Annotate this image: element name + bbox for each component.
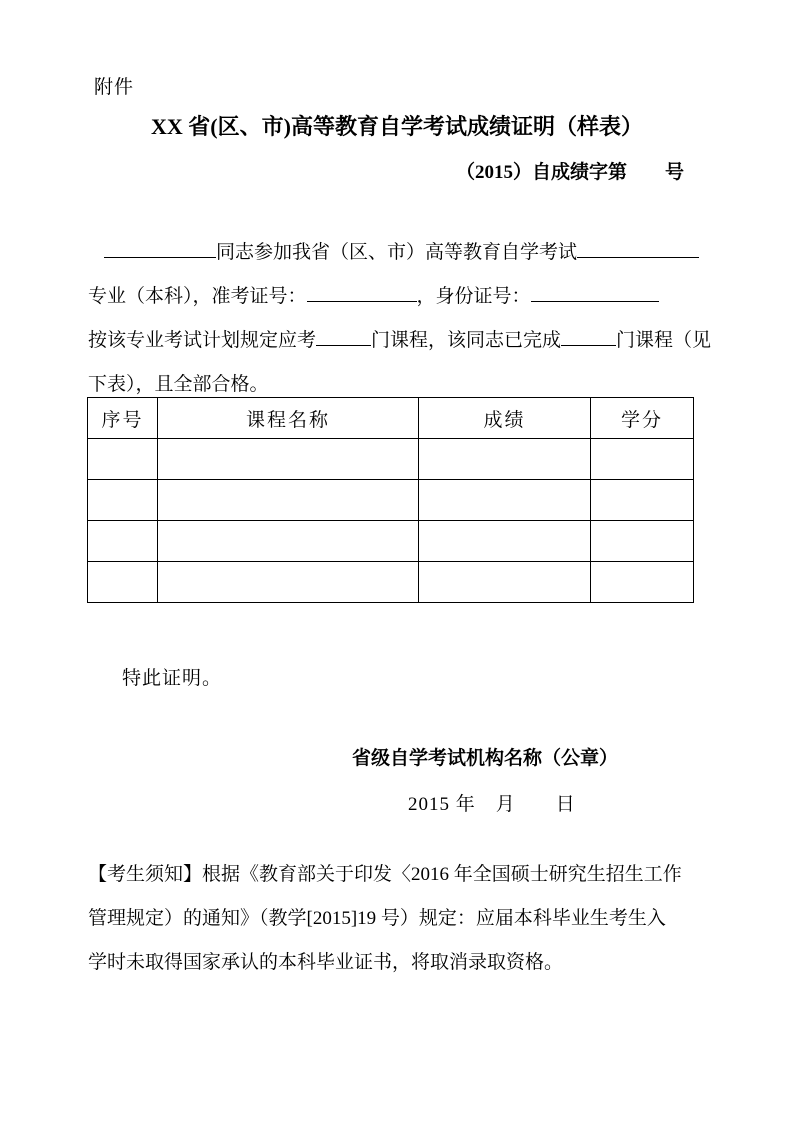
body-paragraph — [88, 231, 714, 407]
table-row — [88, 562, 694, 603]
name-blank-underline — [104, 238, 216, 258]
col-header-index: 序号 — [88, 398, 158, 439]
document-number: （2015）自成绩字第 号 — [455, 162, 684, 183]
exam-id-blank-underline — [307, 282, 417, 302]
notice-paragraph — [88, 853, 728, 985]
attachment-label: 附件 — [94, 77, 135, 98]
table-cell — [591, 521, 694, 562]
national-id-blank-underline — [531, 282, 659, 302]
date-line: 2015 年 月 日 — [408, 794, 576, 815]
table-cell — [88, 439, 158, 480]
table-cell — [158, 562, 419, 603]
notice-line-1: 【考生须知】根据《教育部关于印发〈2016 年全国硕士研究生招生工作 — [88, 864, 682, 885]
major-blank-underline — [577, 238, 699, 258]
table-cell — [158, 480, 419, 521]
required-courses-blank-underline — [316, 326, 371, 346]
table-row — [88, 480, 694, 521]
col-header-credits: 学分 — [591, 398, 694, 439]
table-cell — [419, 439, 591, 480]
table-cell — [88, 521, 158, 562]
paragraph-line-3-text-3: 门课程（见 — [616, 330, 712, 351]
paragraph-line-3-text-2: 门课程，该同志已完成 — [371, 330, 562, 351]
table-row — [88, 521, 694, 562]
notice-line-2: 管理规定）的通知》（教学[2015]19 号）规定：应届本科毕业生考生入 — [88, 908, 666, 929]
table-header-row — [88, 398, 694, 439]
col-header-score: 成绩 — [419, 398, 591, 439]
paragraph-line-2 — [88, 275, 714, 319]
col-header-course-name: 课程名称 — [158, 398, 419, 439]
table-body — [88, 439, 694, 603]
closing-statement: 特此证明。 — [122, 668, 223, 689]
table-cell — [88, 480, 158, 521]
paragraph-line-2-text-2: ，身份证号： — [416, 286, 531, 307]
table-cell — [419, 562, 591, 603]
notice-line-3: 学时未取得国家承认的本科毕业证书，将取消录取资格。 — [88, 952, 564, 973]
paragraph-line-1-text: 同志参加我省（区、市）高等教育自学考试 — [216, 242, 578, 263]
table-cell — [591, 562, 694, 603]
paragraph-line-2-text-1: 专业（本科），准考证号： — [88, 286, 307, 307]
paragraph-line-3-text-1: 按该专业考试计划规定应考 — [88, 330, 317, 351]
results-table — [87, 397, 694, 603]
paragraph-line-4-text: 下表），且全部合格。 — [88, 374, 269, 395]
table-cell — [419, 480, 591, 521]
table-cell — [419, 521, 591, 562]
org-signature: 省级自学考试机构名称（公章） — [352, 748, 619, 769]
table-cell — [158, 521, 419, 562]
paragraph-line-3 — [88, 319, 714, 363]
document-title: XX 省(区、市)高等教育自学考试成绩证明（样表） — [151, 114, 643, 139]
table-cell — [591, 480, 694, 521]
table-cell — [158, 439, 419, 480]
table-cell — [88, 562, 158, 603]
table-row — [88, 439, 694, 480]
paragraph-line-1 — [88, 231, 714, 275]
table-cell — [591, 439, 694, 480]
completed-courses-blank-underline — [561, 326, 616, 346]
